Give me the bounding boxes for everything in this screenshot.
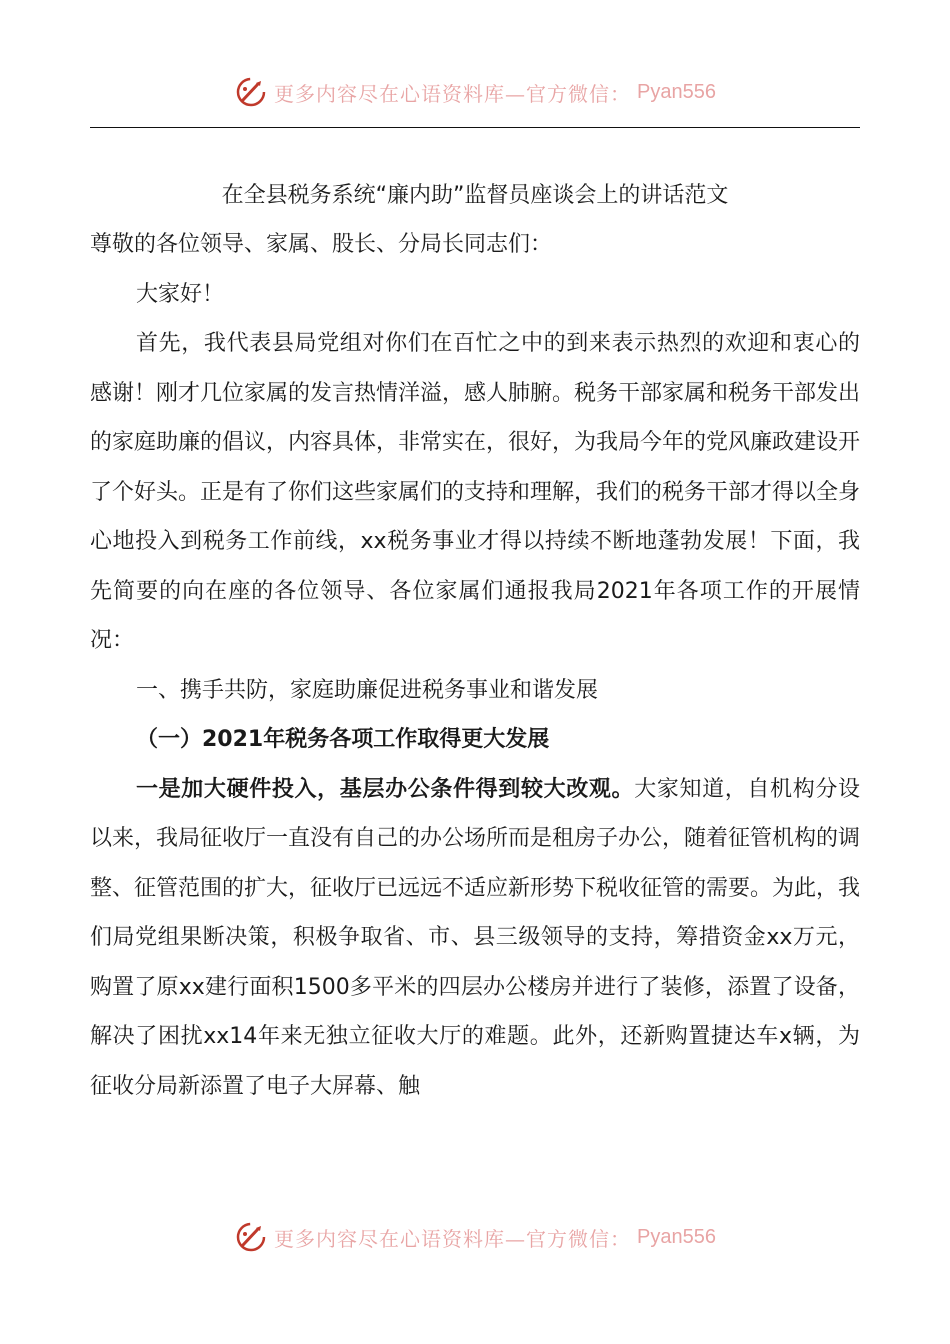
watermark-text: 更多内容尽在心语资料库—官方微信：: [274, 1226, 632, 1251]
greeting: 大家好！: [136, 281, 225, 307]
watermark-footer: [0, 1215, 950, 1259]
header-divider: [90, 127, 860, 128]
point-one-text: 大家知道，自机构分设以来，我局征收厅一直没有自己的办公场所而是租房子办公，随着征管机构的调整、征管范围的扩大，征收厅已远远不适应新形势下税收征管的需要。为此，我们局党组果断决策，积极争取省、市、县三级领导的支持，筹措资金xx万元，购置了原xx建行面积1500多平米的四层办公楼房并进行了装修，添置了设备，解决了困扰xx14年来无独立征收大厅的难题。此外，还新购置捷达车x辆，为征收分局新添置了电子大屏幕、触: [90, 776, 861, 1099]
paragraph-point-one: [90, 765, 860, 1112]
salutation: 尊敬的各位领导、家属、股长、分局长同志们：: [90, 232, 553, 257]
subsection-heading: （一）2021年税务各项工作取得更大发展: [136, 727, 550, 752]
document-body: [90, 172, 860, 1111]
watermark-header: [0, 70, 950, 114]
point-one-lead: 一是加大硬件投入，基层办公条件得到较大改观。: [136, 776, 635, 802]
section-heading: 一、携手共防，家庭助廉促进税务事业和谐发展: [136, 677, 599, 703]
document-title: 在全县税务系统“廉内助”监督员座谈会上的讲话范文: [221, 183, 729, 208]
watermark-id: Pyan556: [637, 80, 716, 103]
brush-logo-icon: [234, 1220, 268, 1254]
watermark-id: Pyan556: [637, 1225, 716, 1248]
paragraph-opening: 首先，我代表县局党组对你们在百忙之中的到来表示热烈的欢迎和衷心的感谢！刚才几位家属的发言热情洋溢，感人肺腑。税务干部家属和税务干部发出的家庭助廉的倡议，内容具体，非常实在，很好，为我局今年的党风廉政建设开了个好头。正是有了你们这些家属们的支持和理解，我们的税务干部才得以全身心地投入到税务工作前线，xx税务事业才得以持续不断地蓬勃发展！下面，我先简要的向在座的各位领导、各位家属们通报我局2021年各项工作的开展情况：: [90, 331, 861, 653]
brush-logo-icon: [234, 75, 268, 109]
watermark-text: 更多内容尽在心语资料库—官方微信：: [274, 81, 632, 106]
